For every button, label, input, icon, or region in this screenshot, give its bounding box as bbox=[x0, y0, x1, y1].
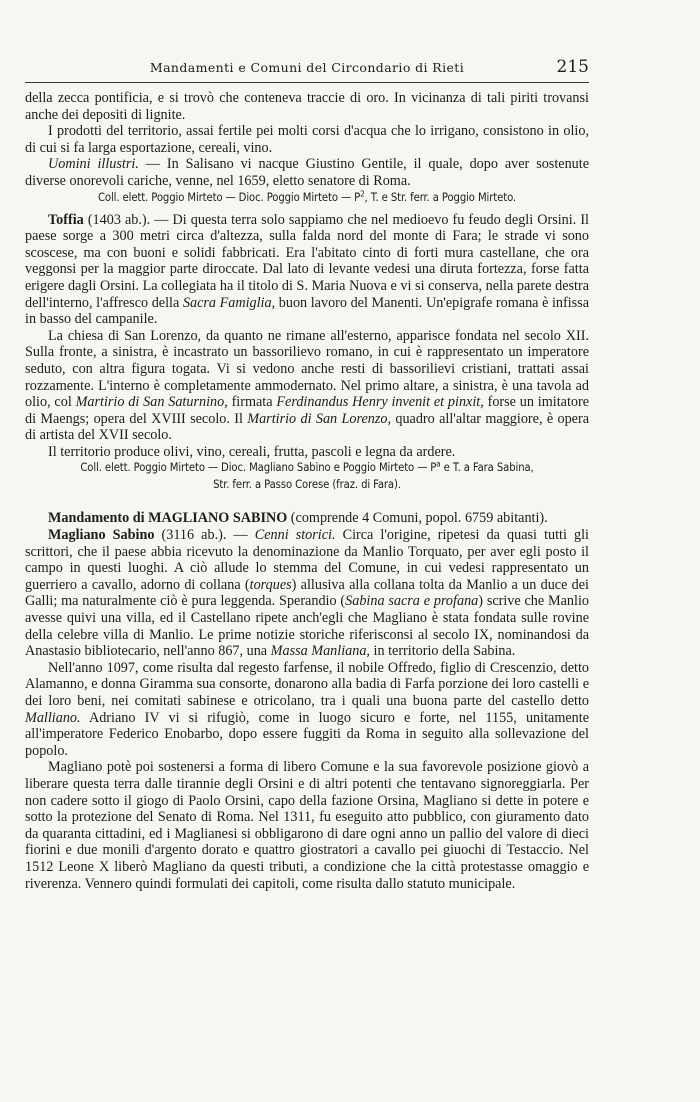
paragraph-anno-1097: Nell'anno 1097, come risulta dal regesto farfense, il nobile Offredo, figlio di Crescenzio, detto Alamanno, e donna Giramma sua consorte, donarono alla badia di Farfa porzione dei loro castelli e dei loro beni, nei comitati sabinese e otricolano, tra i quali una buona parte del castello detto Malliano. Adriano IV vi si rifugiò, come in luogo sicuro e forte, nel 1155, unitamente all'imperatore Federico Enobarbo, dopo essere fuggiti da Roma in seguito alla sollevazione del popolo. bbox=[25, 659, 589, 759]
body-text bbox=[25, 90, 589, 892]
diocese-note-salisano: Coll. elett. Poggio Mirteto — Dioc. Poggio Mirteto — $P^2$, T. e Str. ferr. a Poggio Mirteto. bbox=[97, 188, 517, 204]
paragraph-magliano: Magliano Sabino (3116 ab.). — Cenni storici. Circa l'origine, ripetesi da quasi tutti gli scrittori, che il paese abbia ricevuto la denominazione da Manlio Torquato, per aver egli posto il campo in questi luoghi. A ciò allude lo stemma del Comune, in cui vedesi rappresentato un guerriero a cavallo, adorno di collana (torques) allusiva alla collana tolta da Manlio a un duce dei Galli; ma naturalmente ciò è pura leggenda. Sperandio (Sabina sacra e profana) scrive che Manlio avesse quivi una villa, ed il Castellano ripete anch'egli che Magliano è stata fondata sulle rovine della celebre villa di Manlio. Le prime notizie storiche riferisconsi al secolo IX, nominandosi da Anastasio bibliotecario, nell'anno 867, una Massa Manliana, in territorio della Sabina. bbox=[25, 527, 590, 660]
entry-title-toffia: Toffia bbox=[48, 211, 84, 228]
diocese-note-toffia-line2: Str. ferr. a Passo Corese (fraz. di Fara). bbox=[213, 478, 401, 492]
entry-title-magliano: Magliano Sabino bbox=[48, 527, 155, 544]
running-title: Mandamenti e Comuni del Circondario di Rieti bbox=[149, 60, 465, 75]
paragraph-zecca: della zecca pontificia, e si trovò che conteneva traccie di oro. In vicinanza di tali piriti trovansi anche dei depositi di lignite. bbox=[25, 90, 589, 123]
paragraph-san-lorenzo: La chiesa di San Lorenzo, da quanto ne rimane all'esterno, apparisce fondata nel secolo XII. Sulla fronte, a sinistra, è incastrato un bassorilievo romano, in cui è rappresentato un imperatore seduto, con altra figura togata. Vi si vedono anche resti di bassorilievi cristiani, trattati assai rozzamente. L'interno è completamente ammodernato. Nel primo altare, a sinistra, è una tavola ad olio, col Martirio di San Saturnino, firmata Ferdinandus Henry invenit et pinxit, forse un imitatore di Maengs; opera del XVIII secolo. Il Martirio di San Lorenzo, quadro all'altar maggiore, è opera di artista del XVII secolo. bbox=[25, 327, 590, 444]
page-number: 215 bbox=[556, 57, 589, 77]
paragraph-territorio: Il territorio produce olivi, vino, cereali, frutta, pascoli e legna da ardere. bbox=[48, 443, 456, 460]
paragraph-libero-comune: Magliano potè poi sostenersi a forma di libero Comune e la sua favorevole posizione giovò a liberare questa terra dalle tirannie degli Orsini e di altri potenti che tentavano signoreggiarla. Per non cadere sotto il giogo di Paolo Orsini, capo della fazione Orsina, Magliano si dette in potere e sotto la protezione del Senato di Roma. Nel 1311, fu eseguito atto pubblico, con giuramento dato da quaranta cittadini, ed i Maglianesi si obbligarono di dare ogni anno un pallio del valore di dieci fiorini e due monili d'argento dorato e quattro giostratori a cavallo pei giuochi di Testaccio. Nel 1512 Leone X liberò Magliano da questi tributi, a condizione che la città protestasse omaggio e riverenza. Vennero quindi formulati dei capitoli, come risulta dallo statuto municipale. bbox=[25, 759, 589, 892]
mandamento-heading: Mandamento di MAGLIANO SABINO (comprende 4 Comuni, popol. 6759 abitanti). bbox=[48, 510, 548, 527]
diocese-note-toffia: Coll. elett. Poggio Mirteto — Dioc. Magliano Sabino e Poggio Mirteto — $P^a$ e T. a Fara Sabina, bbox=[80, 459, 534, 475]
paragraph-toffia: Toffia (1403 ab.). — Di questa terra solo sappiamo che nel medioevo fu feudo degli Orsini. Il paese sorge a 300 metri circa d'altezza, sulla falda nord del monte di Fara; le strade vi sono scoscese, ma con buoni e solidi fabbricati. Era l'abitato cinto di forti mura castellane, che ora veggonsi per la maggior parte diroccate. Dal lato di levante vedesi una diruta fortezza, forse fatta erigere dagli Orsini. La collegiata ha il titolo di S. Maria Nuova e vi si conserva, nella parete destra dell'interno, l'affresco della Sacra Famiglia, buon lavoro del Manenti. Un'epigrafe romana è infissa in basso del campanile. bbox=[25, 211, 590, 328]
running-head bbox=[25, 57, 589, 83]
paragraph-prodotti: I prodotti del territorio, assai fertile pei molti corsi d'acqua che lo irrigano, consistono in olio, di cui si fa larga esportazione, cereali, vino. bbox=[25, 123, 589, 156]
mandamento-title: Mandamento di MAGLIANO SABINO bbox=[48, 510, 288, 527]
paragraph-uomini-illustri: Uomini illustri. — In Salisano vi nacque Giustino Gentile, il quale, dopo aver sostenute diverse onorevoli cariche, venne, nel 1659, eletto senatore di Roma. bbox=[25, 156, 589, 189]
section-label-uomini-illustri: Uomini illustri. bbox=[48, 156, 139, 173]
